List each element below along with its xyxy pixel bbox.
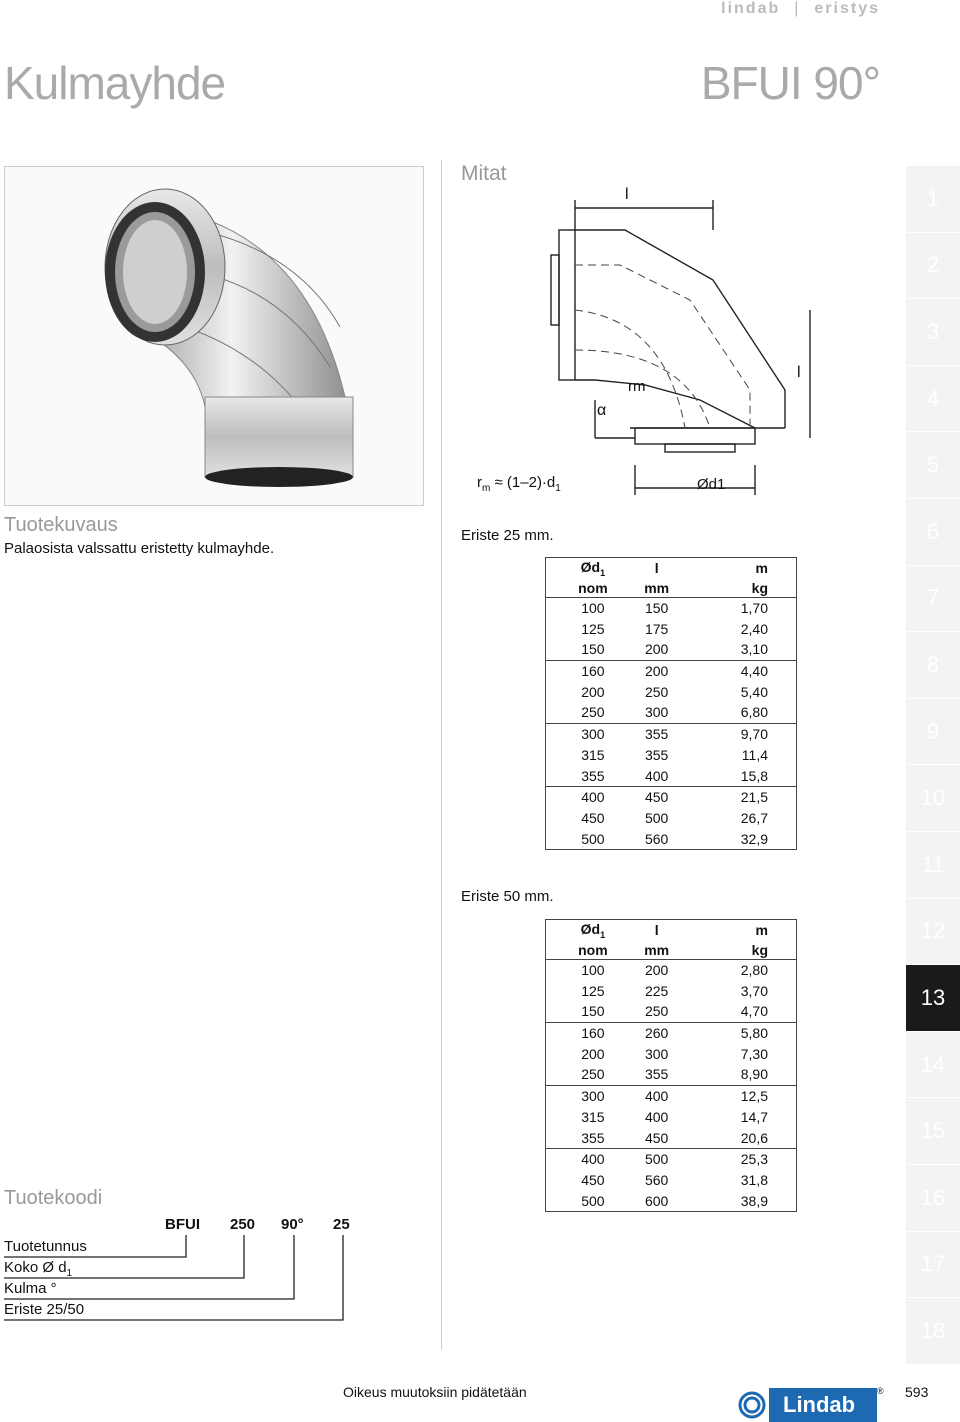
lindab-logo: [735, 1388, 877, 1422]
code-label-2: Koko Ø $d_1$: [4, 1259, 73, 1279]
chapter-tab-3[interactable]: 3: [906, 299, 960, 366]
col-header-d1: $Ød_1$: [580, 558, 606, 578]
cell-m: 20,6: [740, 1129, 768, 1146]
chapter-tab-5[interactable]: 5: [906, 432, 960, 499]
cell-l: 225: [644, 982, 669, 999]
table-row: [546, 765, 797, 786]
code-label-1: Tuotetunnus: [4, 1238, 87, 1255]
col-header-m: m: [755, 922, 768, 939]
cell-l: 175: [644, 620, 669, 637]
cell-d1: 250: [581, 1066, 605, 1083]
table-row: [546, 828, 797, 849]
table-row: [546, 660, 797, 681]
table-row: [546, 1064, 797, 1085]
cell-m: 14,7: [740, 1108, 768, 1125]
unit-nom: nom: [578, 941, 608, 958]
dimensions-table-50: [545, 919, 797, 1212]
page-number: 593: [905, 1384, 929, 1400]
unit-kg: kg: [751, 941, 768, 958]
chapter-tab-12[interactable]: 12: [906, 899, 960, 966]
cell-m: 32,9: [740, 830, 768, 847]
cell-m: 2,40: [740, 620, 768, 637]
col-header-d1: $Ød_1$: [580, 920, 606, 940]
chapter-tab-14[interactable]: 14: [906, 1032, 960, 1099]
dimension-drawing: [455, 170, 855, 500]
product-title: BFUI 90°: [700, 57, 880, 109]
col-header-l: l: [654, 560, 659, 577]
table-row: [546, 1043, 797, 1064]
cell-l: 400: [644, 767, 669, 784]
cell-d1: 315: [581, 746, 605, 763]
code-heading: Tuotekoodi: [4, 1187, 103, 1209]
cell-d1: 300: [546, 1085, 622, 1106]
label-alpha: α: [597, 402, 607, 419]
cell-d1: 250: [581, 704, 605, 721]
chapter-tab-10[interactable]: 10: [906, 765, 960, 832]
cell-l: 300: [644, 1045, 669, 1062]
col-header-l: l: [654, 922, 659, 939]
cell-l: 400: [644, 1108, 669, 1125]
column-divider: [441, 160, 442, 1350]
footer-text: Oikeus muutoksiin pidätetään: [343, 1384, 527, 1400]
cell-d1: 100: [546, 959, 622, 980]
chapter-tab-2[interactable]: 2: [906, 233, 960, 300]
mitat-heading: Mitat: [461, 162, 507, 185]
cell-m: 12,5: [691, 1085, 796, 1106]
code-part-4: 25: [333, 1216, 350, 1233]
lindab-logo-icon: [735, 1388, 769, 1422]
cell-m: 1,70: [691, 597, 796, 618]
description-heading: Tuotekuvaus: [4, 514, 118, 536]
table-row: [546, 786, 797, 807]
unit-mm: mm: [644, 579, 670, 596]
cell-d1: 100: [546, 597, 622, 618]
description-text: Palaosista valssattu eristetty kulmayhde.: [4, 540, 275, 557]
chapter-tab-15[interactable]: 15: [906, 1098, 960, 1165]
chapter-tab-4[interactable]: 4: [906, 366, 960, 433]
label-d1: Ød1: [697, 476, 726, 493]
cell-l: 250: [644, 683, 669, 700]
cell-d1: 150: [581, 641, 605, 658]
registered-mark: ®: [877, 1386, 884, 1396]
cell-d1: 125: [581, 620, 605, 637]
label-l-side: l: [797, 364, 801, 381]
table-row: [546, 1107, 797, 1128]
label-l-top: l: [625, 186, 629, 203]
cell-m: 4,40: [691, 660, 796, 681]
cell-m: 7,30: [740, 1045, 768, 1062]
unit-mm: mm: [644, 941, 670, 958]
chapter-tab-11[interactable]: 11: [906, 832, 960, 899]
cell-l: 355: [644, 746, 669, 763]
code-label-4: Eriste 25/50: [4, 1301, 85, 1318]
code-part-2: 250: [230, 1216, 256, 1233]
table-row: [546, 702, 797, 723]
cell-m: 3,10: [740, 641, 768, 658]
cell-m: 5,80: [691, 1022, 796, 1043]
cell-l: 300: [644, 704, 669, 721]
cell-d1: 355: [581, 1129, 605, 1146]
unit-kg: kg: [751, 579, 768, 596]
table-row: [546, 618, 797, 639]
table-row: [546, 745, 797, 766]
chapter-tab-17[interactable]: 17: [906, 1232, 960, 1299]
cell-l: 150: [622, 597, 692, 618]
cell-l: 200: [644, 641, 669, 658]
cell-d1: 200: [581, 683, 605, 700]
cell-l: 450: [644, 1129, 669, 1146]
brand-header: lindab | eristys: [721, 0, 880, 17]
cell-l: 260: [622, 1022, 692, 1043]
cell-d1: 500: [581, 830, 605, 847]
cell-m: 26,7: [740, 809, 768, 826]
cell-m: 25,3: [691, 1148, 796, 1169]
cell-m: 31,8: [740, 1171, 768, 1188]
brand-sub: eristys: [814, 0, 880, 17]
chapter-tab-7[interactable]: 7: [906, 566, 960, 633]
cell-l: 560: [644, 830, 669, 847]
cell-m: 21,5: [691, 786, 796, 807]
cell-d1: 315: [581, 1108, 605, 1125]
cell-d1: 160: [546, 1022, 622, 1043]
cell-m: 15,8: [740, 767, 768, 784]
cell-m: 38,9: [740, 1192, 768, 1209]
cell-d1: 150: [581, 1003, 605, 1020]
cell-l: 200: [622, 959, 692, 980]
chapter-tab-6[interactable]: 6: [906, 499, 960, 566]
table-row: [546, 597, 797, 618]
cell-l: 355: [644, 1066, 669, 1083]
label-rm: rm: [628, 378, 646, 395]
cell-m: 2,80: [691, 959, 796, 980]
code-part-1: BFUI: [165, 1216, 200, 1233]
logo-text: Lindab: [783, 1392, 856, 1417]
table-row: [546, 723, 797, 744]
chapter-tab-1[interactable]: 1: [906, 166, 960, 233]
cell-m: 4,70: [740, 1003, 768, 1020]
col-header-m: m: [755, 560, 768, 577]
chapter-tab-13[interactable]: 13: [906, 965, 960, 1032]
cell-d1: 200: [581, 1045, 605, 1062]
table-row: [546, 639, 797, 660]
cell-m: 5,40: [740, 683, 768, 700]
chapter-tab-8[interactable]: 8: [906, 632, 960, 699]
cell-m: 6,80: [740, 704, 768, 721]
chapter-tabs: [906, 166, 960, 1365]
unit-nom: nom: [578, 579, 608, 596]
table50-caption: Eriste 50 mm.: [461, 888, 554, 905]
table-row: [546, 1148, 797, 1169]
cell-d1: 355: [581, 767, 605, 784]
table-row: [546, 808, 797, 829]
table25-caption: Eriste 25 mm.: [461, 527, 554, 544]
chapter-tab-16[interactable]: 16: [906, 1165, 960, 1232]
rm-formula: $r_m \approx (1-2)\cdot d_1$: [477, 474, 561, 494]
page-title: Kulmayhde: [4, 57, 226, 109]
cell-d1: 450: [581, 1171, 605, 1188]
table-row: [546, 980, 797, 1001]
dimensions-table-25: [545, 557, 797, 850]
cell-d1: 400: [546, 786, 622, 807]
cell-l: 250: [644, 1003, 669, 1020]
cell-l: 450: [622, 786, 692, 807]
cell-l: 355: [622, 723, 692, 744]
table-row: [546, 1127, 797, 1148]
chapter-tab-9[interactable]: 9: [906, 699, 960, 766]
cell-d1: 160: [546, 660, 622, 681]
cell-d1: 400: [546, 1148, 622, 1169]
brand-name: lindab: [721, 0, 781, 17]
code-label-3: Kulma °: [4, 1280, 57, 1297]
cell-d1: 450: [581, 809, 605, 826]
cell-d1: 125: [581, 982, 605, 999]
cell-d1: 300: [546, 723, 622, 744]
table-row: [546, 959, 797, 980]
table-row: [546, 1085, 797, 1106]
cell-l: 500: [644, 809, 669, 826]
chapter-tab-18[interactable]: 18: [906, 1298, 960, 1365]
cell-l: 500: [622, 1148, 692, 1169]
table-row: [546, 681, 797, 702]
cell-d1: 500: [581, 1192, 605, 1209]
table-row: [546, 1170, 797, 1191]
cell-m: 11,4: [741, 746, 768, 763]
table-row: [546, 1022, 797, 1043]
product-photo: [4, 166, 424, 506]
cell-l: 200: [622, 660, 692, 681]
table-row: [546, 1001, 797, 1022]
table-row: [546, 1190, 797, 1211]
cell-l: 560: [644, 1171, 669, 1188]
cell-m: 8,90: [740, 1066, 768, 1083]
cell-l: 600: [644, 1192, 669, 1209]
cell-m: 9,70: [691, 723, 796, 744]
cell-l: 400: [622, 1085, 692, 1106]
code-part-3: 90°: [281, 1216, 304, 1233]
cell-m: 3,70: [740, 982, 768, 999]
